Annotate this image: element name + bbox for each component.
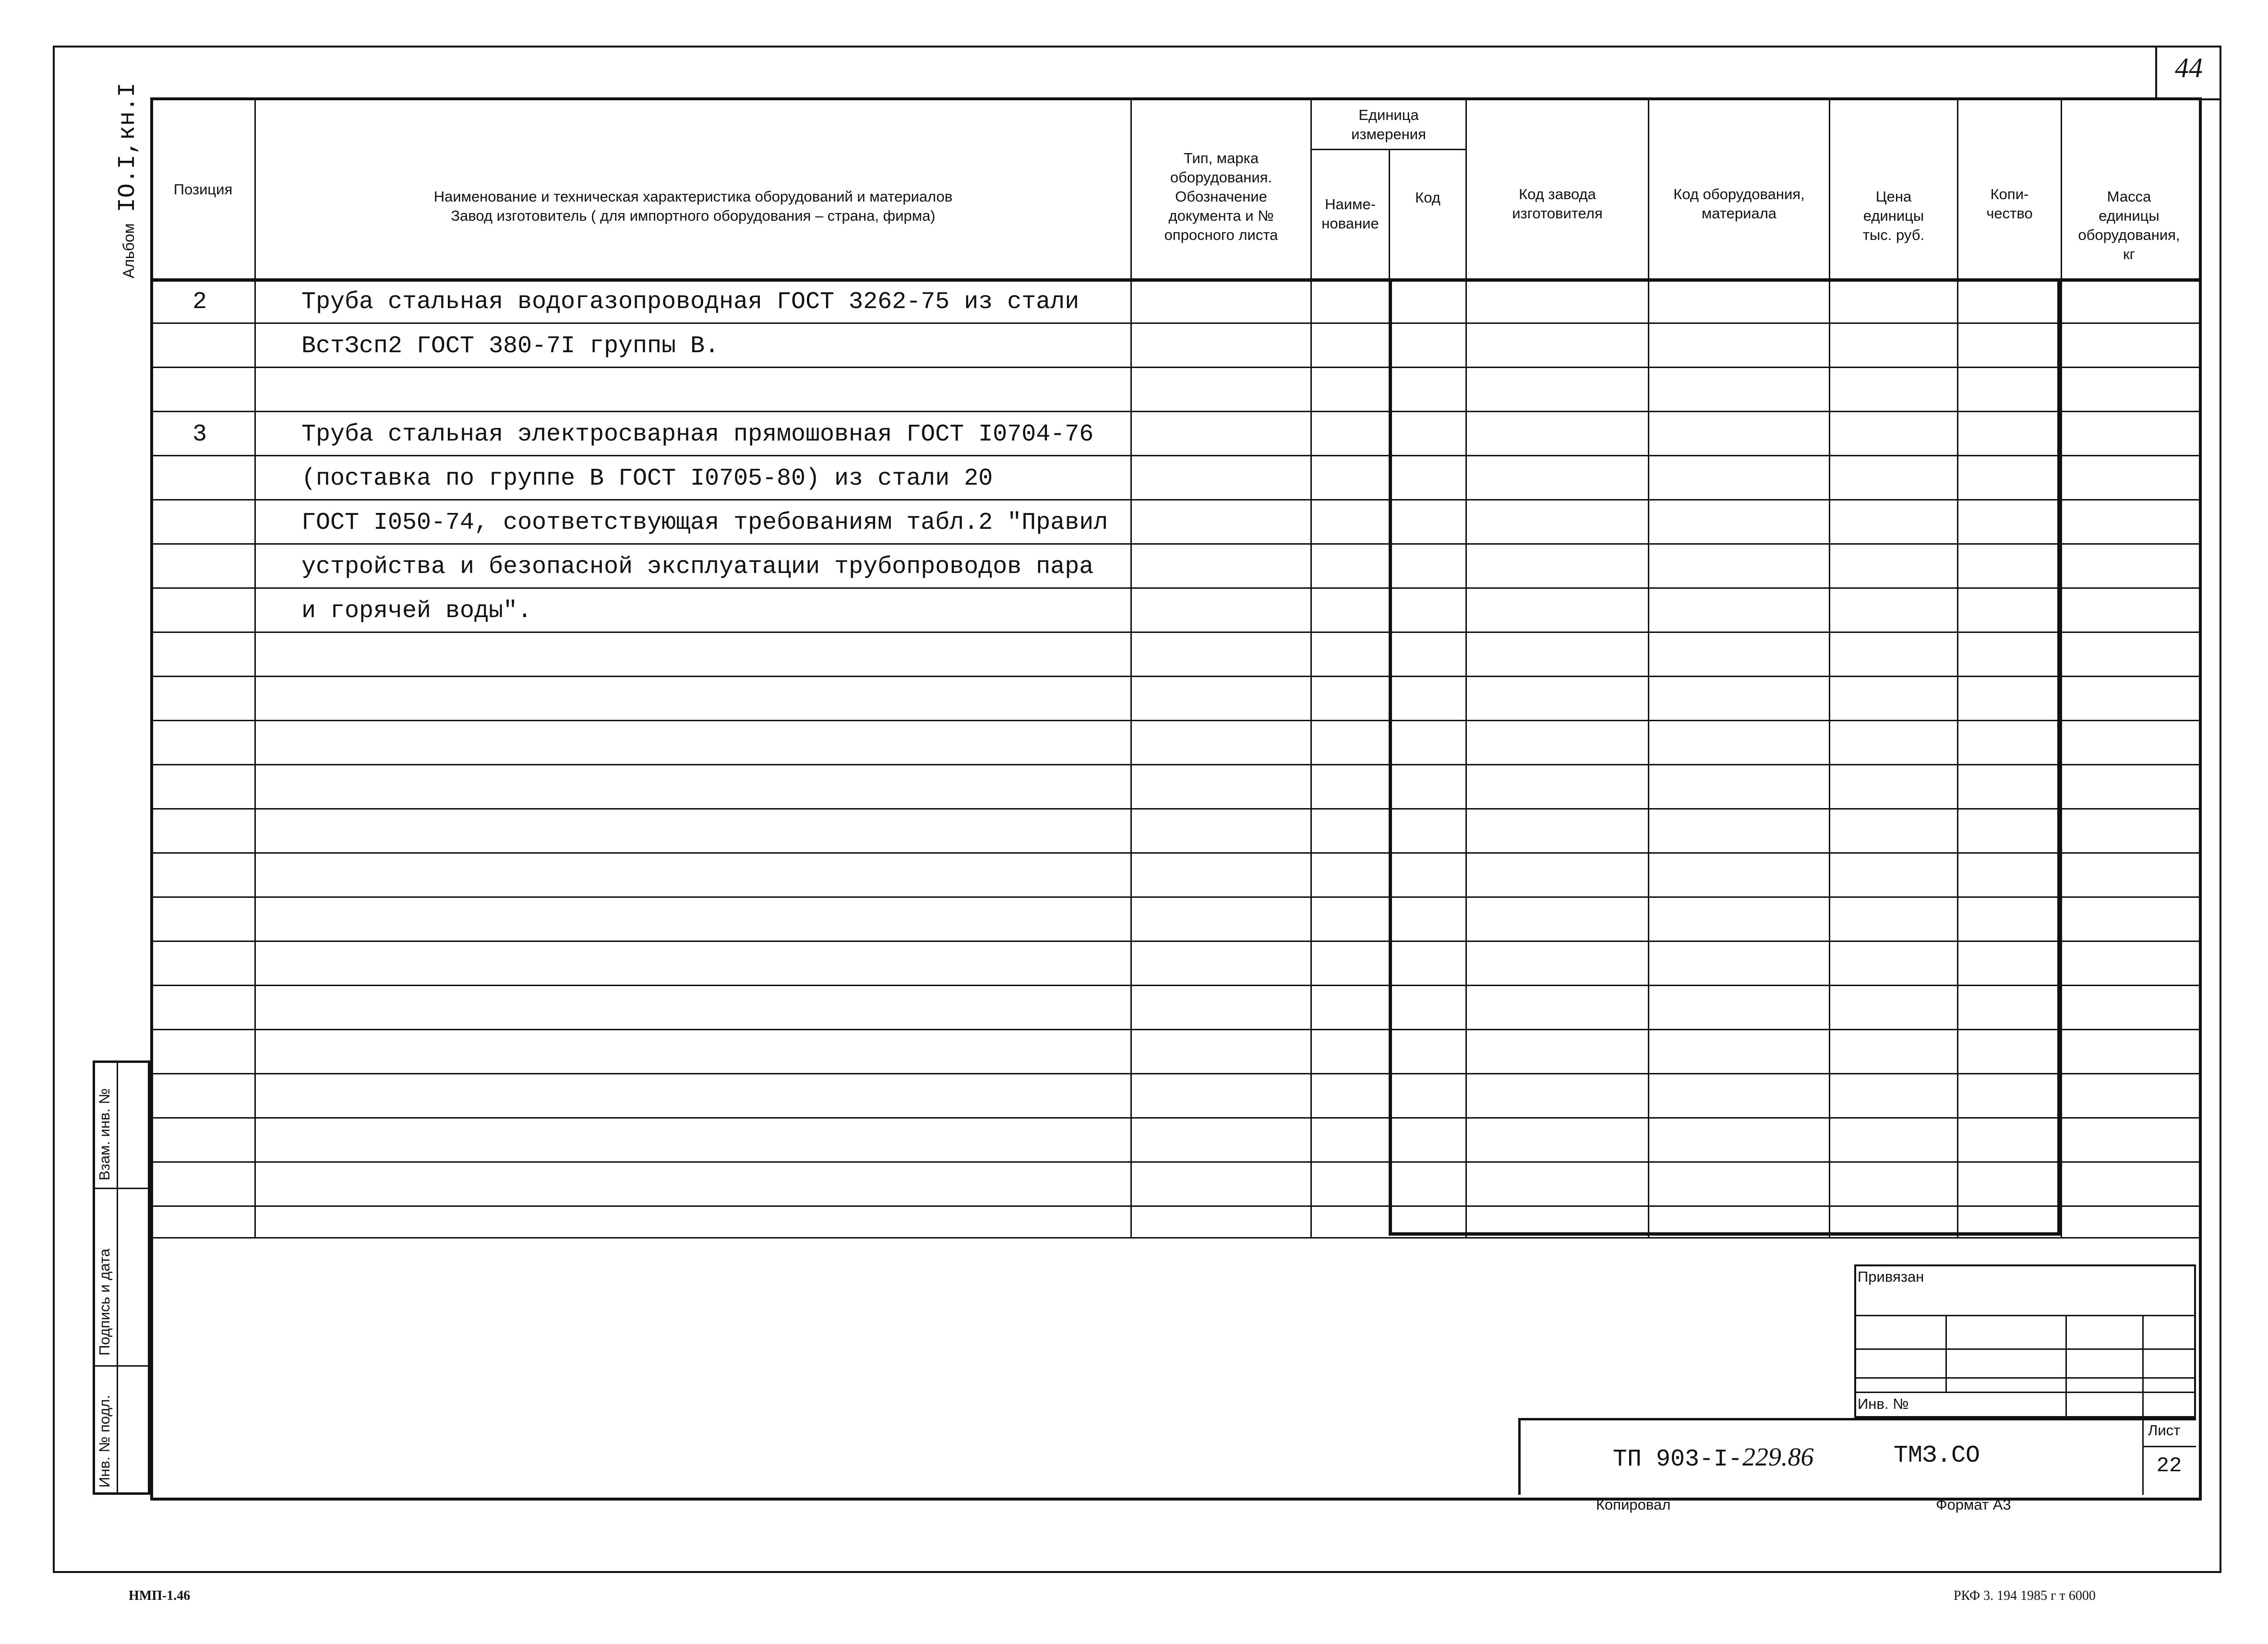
album-label-text: Альбом — [120, 223, 137, 278]
hdr-unit-code: Код — [1415, 189, 1440, 206]
row-line — [150, 1029, 2199, 1030]
doc-code-prefix: ТП 903-I- — [1613, 1446, 1743, 1473]
page-number: 44 — [2175, 52, 2203, 83]
row-line — [150, 852, 2199, 854]
hdr-factory-code: Код завода изготовителя — [1512, 186, 1603, 222]
hdr-type: Тип, марка оборудования. Обозначение документа и № опросного листа — [1164, 150, 1278, 243]
list-label: Лист — [2148, 1422, 2181, 1439]
row-6-text: ГОСТ I050-74, соответствующая требованиям табл.2 "Правил — [301, 509, 1108, 536]
row-line — [150, 676, 2199, 677]
list-label-line — [2142, 1446, 2196, 1447]
hdr-quantity: Копи- чество — [1986, 186, 2033, 222]
row-line — [150, 587, 2199, 589]
album-label — [114, 83, 142, 278]
table-body-bottom — [150, 1237, 2199, 1239]
hdr-position: Позиция — [173, 181, 233, 198]
row-line — [150, 896, 2199, 898]
row-line — [150, 1205, 2199, 1207]
hdr-unit-name: Наиме- нование — [1321, 196, 1379, 232]
row-line — [150, 499, 2199, 500]
code-box — [1389, 278, 2061, 1236]
doc-suffix: ТМЗ.СО — [1894, 1442, 1980, 1469]
privyazan-line-3 — [1854, 1377, 2196, 1379]
doc-code-handwritten: 229.86 — [1742, 1442, 1814, 1471]
side-stamp-line-2 — [93, 1365, 150, 1367]
row-line — [150, 985, 2199, 986]
row-line — [150, 1073, 2199, 1074]
album-value: IO.I,кн.I — [114, 83, 142, 213]
row-line — [150, 941, 2199, 942]
row-4-text: Труба стальная электросварная прямошовная ГОСТ I0704-76 — [301, 421, 1094, 448]
row-line — [150, 411, 2199, 412]
privyazan-label: Привязан — [1858, 1268, 1924, 1285]
row-2-text: ВстЗсп2 ГОСТ 380-7I группы В. — [301, 333, 720, 360]
list-value: 22 — [2156, 1454, 2182, 1478]
row-line — [150, 1161, 2199, 1163]
row-line — [150, 631, 2199, 633]
privyazan-line-2 — [1854, 1348, 2196, 1350]
format-label: Формат А3 — [1936, 1496, 2011, 1513]
hdr-name: Наименование и техническая характеристика оборудований и материалов Завод изготовитель ( для импортного оборудования – страна, фирма) — [433, 188, 953, 224]
row-line — [150, 764, 2199, 765]
hdr-equipment-code: Код оборудования, материала — [1673, 186, 1805, 222]
side-stamp-line-1 — [93, 1188, 150, 1189]
hdr-price: Цена единицы тыс. руб. — [1862, 188, 1925, 243]
row-line — [150, 720, 2199, 721]
privyazan-line-1 — [1854, 1315, 2196, 1316]
privyazan-col-2 — [2065, 1315, 2067, 1418]
row-1-position: 2 — [192, 288, 207, 316]
row-line — [150, 808, 2199, 810]
side-stamp-divider — [117, 1060, 118, 1495]
row-8-text: и горячей воды". — [301, 597, 532, 625]
row-4-position: 3 — [192, 421, 207, 448]
side-inv: Инв. № подл. — [96, 1394, 113, 1488]
privyazan-line-4 — [1854, 1392, 2196, 1393]
row-1-text: Труба стальная водогазопроводная ГОСТ 3262-75 из стали — [301, 288, 1080, 316]
row-line — [150, 543, 2199, 545]
footer-right: РКФ 3. 194 1985 г т 6000 — [1954, 1588, 2096, 1603]
privyazan-box — [1854, 1264, 2196, 1418]
privyazan-col-1 — [1945, 1315, 1947, 1392]
side-podpis: Подпись и дата — [96, 1249, 113, 1356]
footer-left: НМП-1.46 — [129, 1588, 191, 1603]
doc-code — [1613, 1442, 1814, 1473]
row-7-text: устройства и безопасной эксплуатации трубопроводов пара — [301, 553, 1094, 581]
inv-no-label: Инв. № — [1858, 1395, 1909, 1412]
row-line — [150, 322, 2199, 324]
hdr-unit-group: Единица измерения — [1351, 107, 1426, 143]
row-line — [150, 367, 2199, 368]
kopiroval-label: Копировал — [1596, 1496, 1671, 1513]
row-5-text: (поставка по группе В ГОСТ I0705-80) из стали 20 — [301, 465, 993, 492]
privyazan-col-3 — [2142, 1315, 2144, 1418]
side-vzam: Взам. инв. № — [96, 1088, 113, 1180]
hdr-mass: Масса единицы оборудования, кг — [2078, 188, 2180, 262]
row-line — [150, 1117, 2199, 1119]
row-line — [150, 455, 2199, 456]
